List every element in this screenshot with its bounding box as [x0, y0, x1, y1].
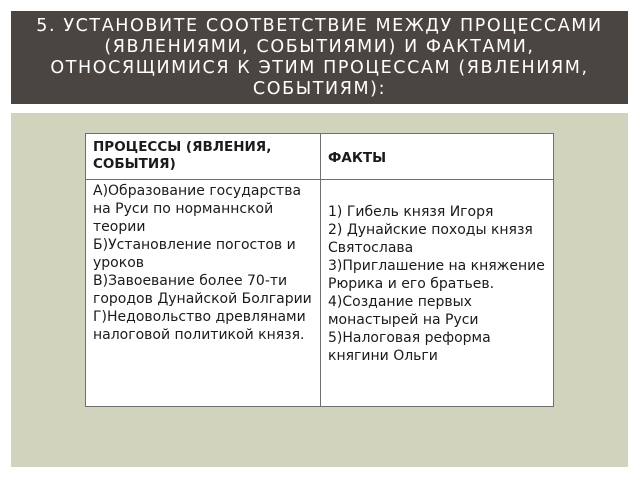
column-divider [320, 134, 321, 406]
fact-item-5: 5)Налоговая реформа княгини Ольги [328, 330, 491, 364]
process-item-g: Г)Недовольство древлянами налоговой политикой князя. [93, 309, 306, 343]
process-item-a: А)Образование государства на Руси по норманнской теории [93, 183, 302, 235]
process-item-b: Б)Установление погостов и уроков [93, 237, 296, 271]
title-bar [11, 11, 628, 104]
fact-item-1: 1) Гибель князя Игоря [328, 204, 494, 220]
fact-item-3: 3)Приглашение на княжение Рюрика и его братьев. [328, 258, 545, 292]
facts-list [328, 203, 548, 365]
slide-title: 5. УСТАНОВИТЕ СООТВЕТСТВИЕ МЕЖДУ ПРОЦЕССАМИ (ЯВЛЕНИЯМИ, СОБЫТИЯМИ) И ФАКТАМИ, ОТНОСЯЩИМИСЯ К ЭТИМ ПРОЦЕССАМ (ЯВЛЕНИЯМ, СОБЫТИЯМ): [36, 15, 603, 99]
fact-item-2: 2) Дунайские походы князя Святослава [328, 222, 533, 256]
header-facts: ФАКТЫ [328, 150, 387, 166]
header-processes: ПРОЦЕССЫ (ЯВЛЕНИЯ, СОБЫТИЯ) [93, 139, 272, 172]
fact-item-4: 4)Создание первых монастырей на Руси [328, 294, 479, 328]
processes-list [93, 182, 317, 344]
matching-table [85, 133, 554, 407]
row-divider [86, 179, 553, 180]
process-item-v: В)Завоевание более 70-ти городов Дунайской Болгарии [93, 273, 312, 307]
